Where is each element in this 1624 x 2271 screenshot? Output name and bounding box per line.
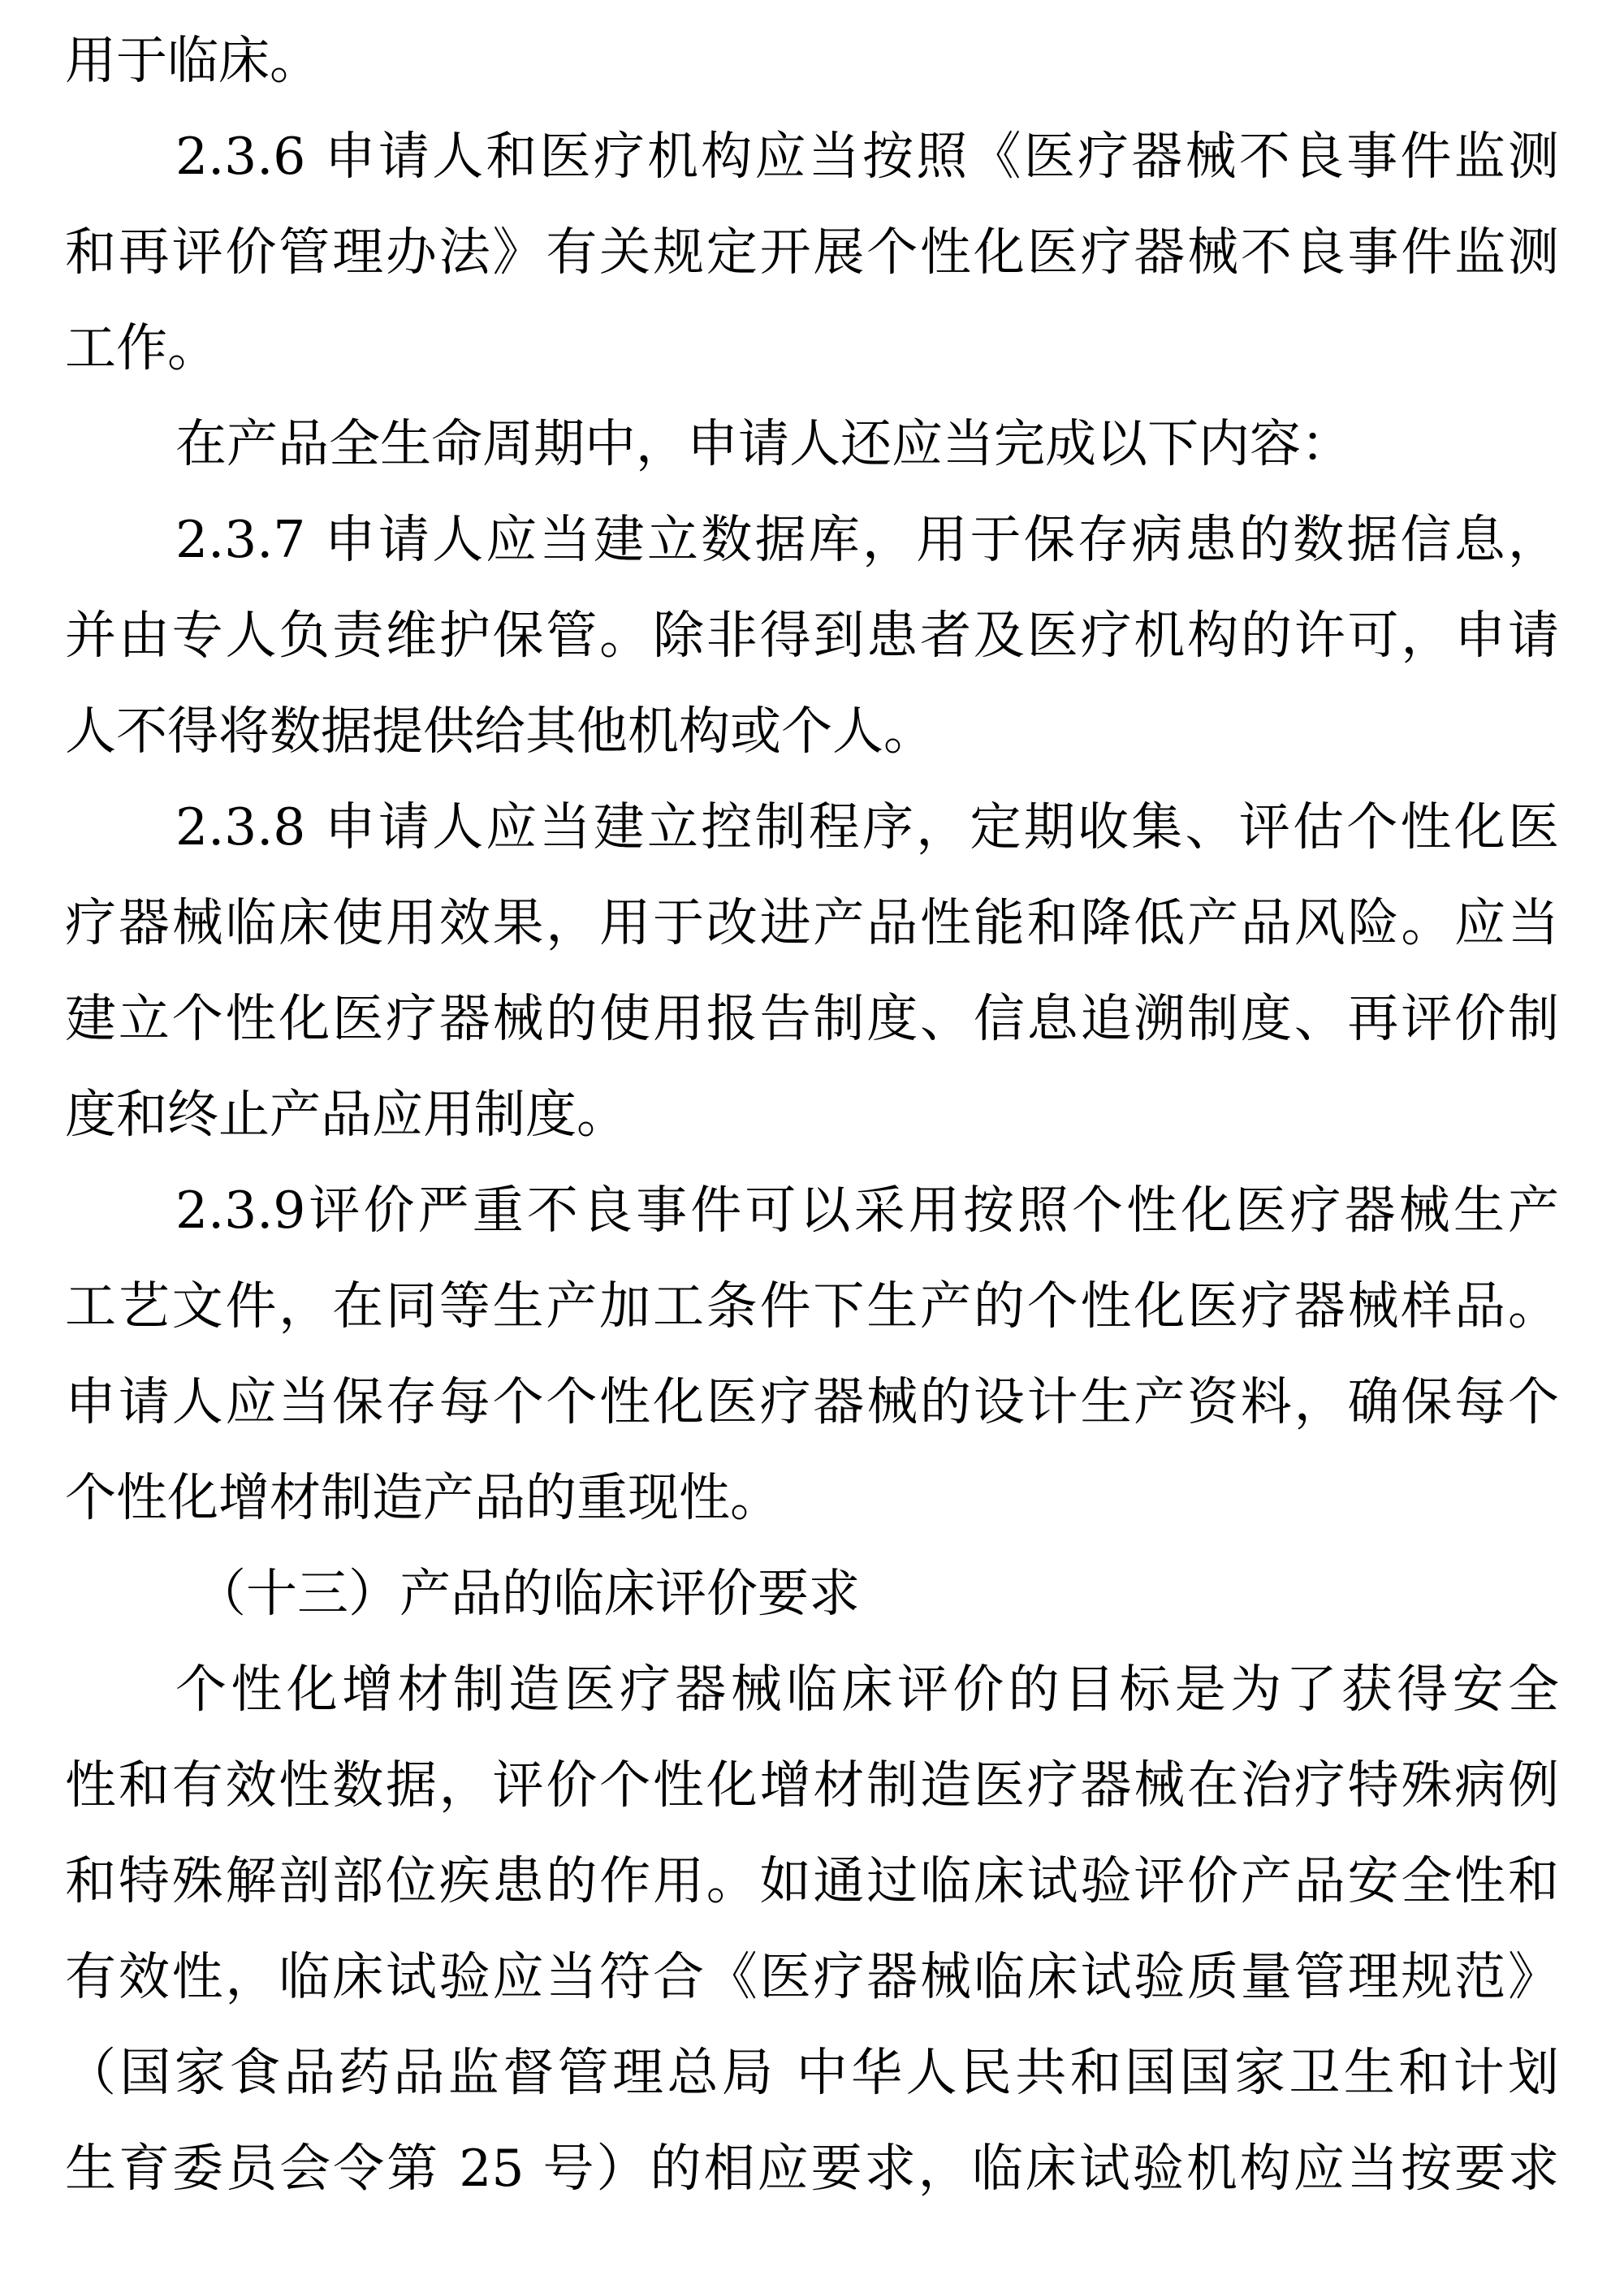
text-line-5: 在产品全生命周期中，申请人还应当完成以下内容： (175, 414, 1352, 473)
text-line-1: 用于临床。 (65, 31, 321, 90)
text-line-3: 和再评价管理办法》有关规定开展个性化医疗器械不良事件监测 (65, 222, 1559, 282)
text-line-20: 和特殊解剖部位疾患的作用。如通过临床试验评价产品安全性和 (65, 1851, 1559, 1910)
text-line-16: 个性化增材制造产品的重现性。 (65, 1468, 781, 1527)
text-line-13: 2.3.9评价严重不良事件可以采用按照个性化医疗器械生产 (175, 1181, 1559, 1240)
text-line-11: 建立个性化医疗器械的使用报告制度、信息追溯制度、再评价制 (65, 989, 1559, 1048)
text-line-7: 并由专人负责维护保管。除非得到患者及医疗机构的许可，申请 (65, 606, 1559, 665)
text-line-8: 人不得将数据提供给其他机构或个人。 (65, 702, 935, 761)
text-line-23: 生育委员会令第 25 号）的相应要求，临床试验机构应当按要求 (65, 2139, 1559, 2198)
text-line-22: （国家食品药品监督管理总局 中华人民共和国国家卫生和计划 (65, 2043, 1559, 2102)
text-line-19: 性和有效性数据，评价个性化增材制造医疗器械在治疗特殊病例 (65, 1755, 1559, 1815)
text-line-2: 2.3.6 申请人和医疗机构应当按照《医疗器械不良事件监测 (175, 127, 1559, 186)
text-line-6: 2.3.7 申请人应当建立数据库，用于保存病患的数据信息， (175, 510, 1559, 569)
text-line-21: 有效性，临床试验应当符合《医疗器械临床试验质量管理规范》 (65, 1947, 1559, 2006)
text-line-9: 2.3.8 申请人应当建立控制程序，定期收集、评估个性化医 (175, 797, 1559, 857)
text-line-18: 个性化增材制造医疗器械临床评价的目标是为了获得安全 (175, 1660, 1559, 1719)
text-line-14: 工艺文件，在同等生产加工条件下生产的个性化医疗器械样品。 (65, 1276, 1559, 1336)
text-line-10: 疗器械临床使用效果，用于改进产品性能和降低产品风险。应当 (65, 893, 1559, 952)
text-line-4: 工作。 (65, 318, 218, 378)
text-line-12: 度和终止产品应用制度。 (65, 1085, 628, 1144)
text-line-15: 申请人应当保存每个个性化医疗器械的设计生产资料，确保每个 (65, 1372, 1559, 1431)
section-heading: （十三）产品的临床评价要求 (195, 1564, 860, 1623)
